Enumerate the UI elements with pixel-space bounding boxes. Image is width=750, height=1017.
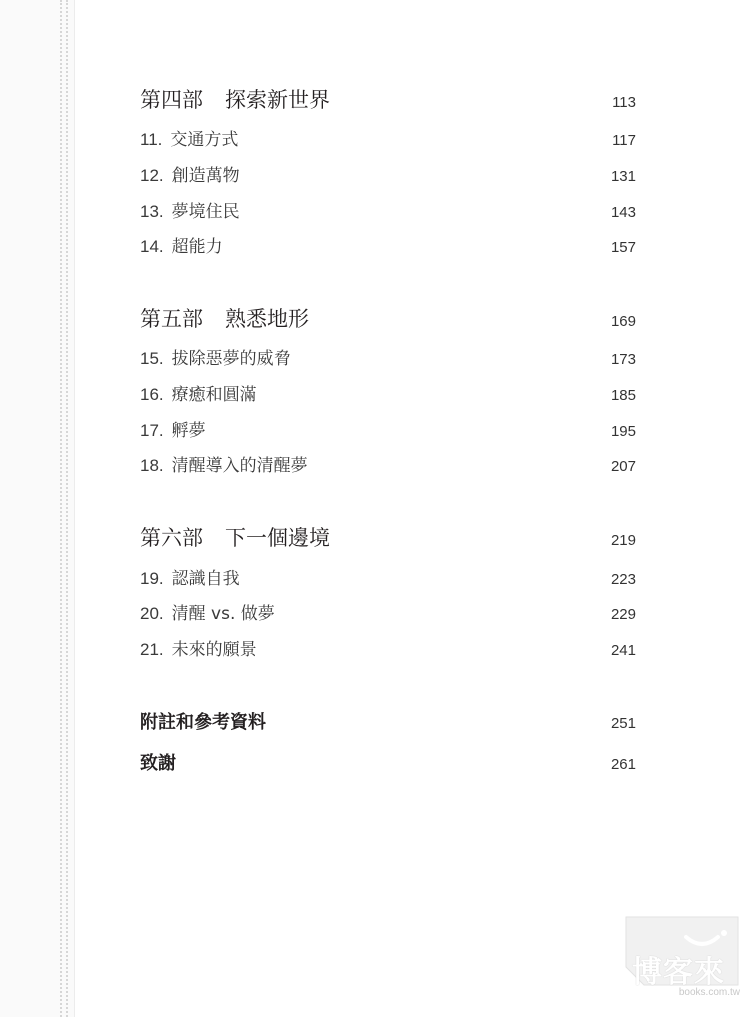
- page-number: 143: [610, 204, 636, 221]
- part-title: 下一個邊境: [225, 526, 330, 550]
- watermark-url: books.com.tw: [678, 987, 740, 998]
- chapter-title: 拔除惡夢的威脅: [171, 349, 291, 369]
- chapter-number: 21.: [140, 640, 164, 659]
- binding-dotted-line: [66, 0, 68, 1017]
- toc-chapter-12: [140, 161, 636, 186]
- toc-chapter-21: [140, 635, 636, 660]
- binding-strip: [0, 0, 75, 1017]
- chapter-title: 清醒導入的清醒夢: [171, 456, 308, 476]
- toc-chapter-14: [140, 232, 636, 257]
- chapter-number: 15.: [140, 349, 164, 368]
- page-number: 169: [610, 313, 636, 330]
- chapter-title: 未來的願景: [171, 640, 257, 660]
- chapter-number: 14.: [140, 237, 164, 256]
- chapter-number: 11.: [140, 130, 163, 149]
- chapter-title: 認識自我: [171, 569, 240, 589]
- toc-chapter-16: [140, 380, 636, 405]
- page-number: 207: [610, 458, 636, 475]
- chapter-title: 交通方式: [170, 130, 239, 150]
- part-heading: [140, 522, 330, 552]
- chapter-title: 清醒 vs. 做夢: [171, 604, 275, 624]
- toc-chapter-19: [140, 564, 636, 589]
- part-heading: [140, 84, 330, 114]
- toc-acknowledgements: [140, 749, 636, 775]
- part-heading: [140, 303, 309, 333]
- toc-chapter-20: [140, 599, 636, 624]
- page-number: 241: [610, 642, 636, 659]
- watermark-brand: 博客來: [632, 955, 725, 990]
- part-label: 第四部: [140, 88, 203, 112]
- toc-notes-references: [140, 708, 636, 734]
- toc-chapter-13: [140, 197, 636, 222]
- toc-part-5: [140, 303, 636, 333]
- page-number: 223: [610, 571, 636, 588]
- part-label: 第五部: [140, 307, 203, 331]
- chapter-number: 20.: [140, 604, 164, 623]
- part-title: 探索新世界: [225, 88, 330, 112]
- chapter-number: 16.: [140, 385, 164, 404]
- chapter-number: 18.: [140, 456, 164, 475]
- page-number: 113: [612, 94, 636, 111]
- page-number: 219: [610, 532, 636, 549]
- page-number: 229: [610, 606, 636, 623]
- chapter-number: 17.: [140, 421, 164, 440]
- page-number: 117: [612, 132, 636, 149]
- page-number: 251: [610, 715, 636, 732]
- chapter-title: 夢境住民: [171, 202, 240, 222]
- page-number: 195: [610, 423, 636, 440]
- part-title: 熟悉地形: [225, 307, 309, 331]
- page-number: 185: [610, 387, 636, 404]
- page-number: 261: [610, 756, 636, 773]
- chapter-number: 12.: [140, 166, 164, 185]
- page-number: 131: [610, 168, 636, 185]
- chapter-title: 創造萬物: [171, 166, 240, 186]
- chapter-title: 超能力: [171, 237, 223, 257]
- toc-part-6: [140, 522, 636, 552]
- section-title: 附註和參考資料: [140, 712, 266, 733]
- toc-part-4: [140, 84, 636, 114]
- binding-dotted-line: [60, 0, 62, 1017]
- section-title: 致謝: [140, 753, 176, 774]
- page-number: 173: [610, 351, 636, 368]
- chapter-title: 孵夢: [171, 421, 206, 441]
- chapter-title: 療癒和圓滿: [171, 385, 257, 405]
- toc-chapter-15: [140, 344, 636, 369]
- toc-chapter-11: [140, 125, 636, 150]
- toc-chapter-17: [140, 416, 636, 441]
- chapter-number: 13.: [140, 202, 164, 221]
- toc-chapter-18: [140, 451, 636, 476]
- part-label: 第六部: [140, 526, 203, 550]
- page-number: 157: [610, 239, 636, 256]
- chapter-number: 19.: [140, 569, 164, 588]
- bookstore-watermark: [624, 915, 740, 999]
